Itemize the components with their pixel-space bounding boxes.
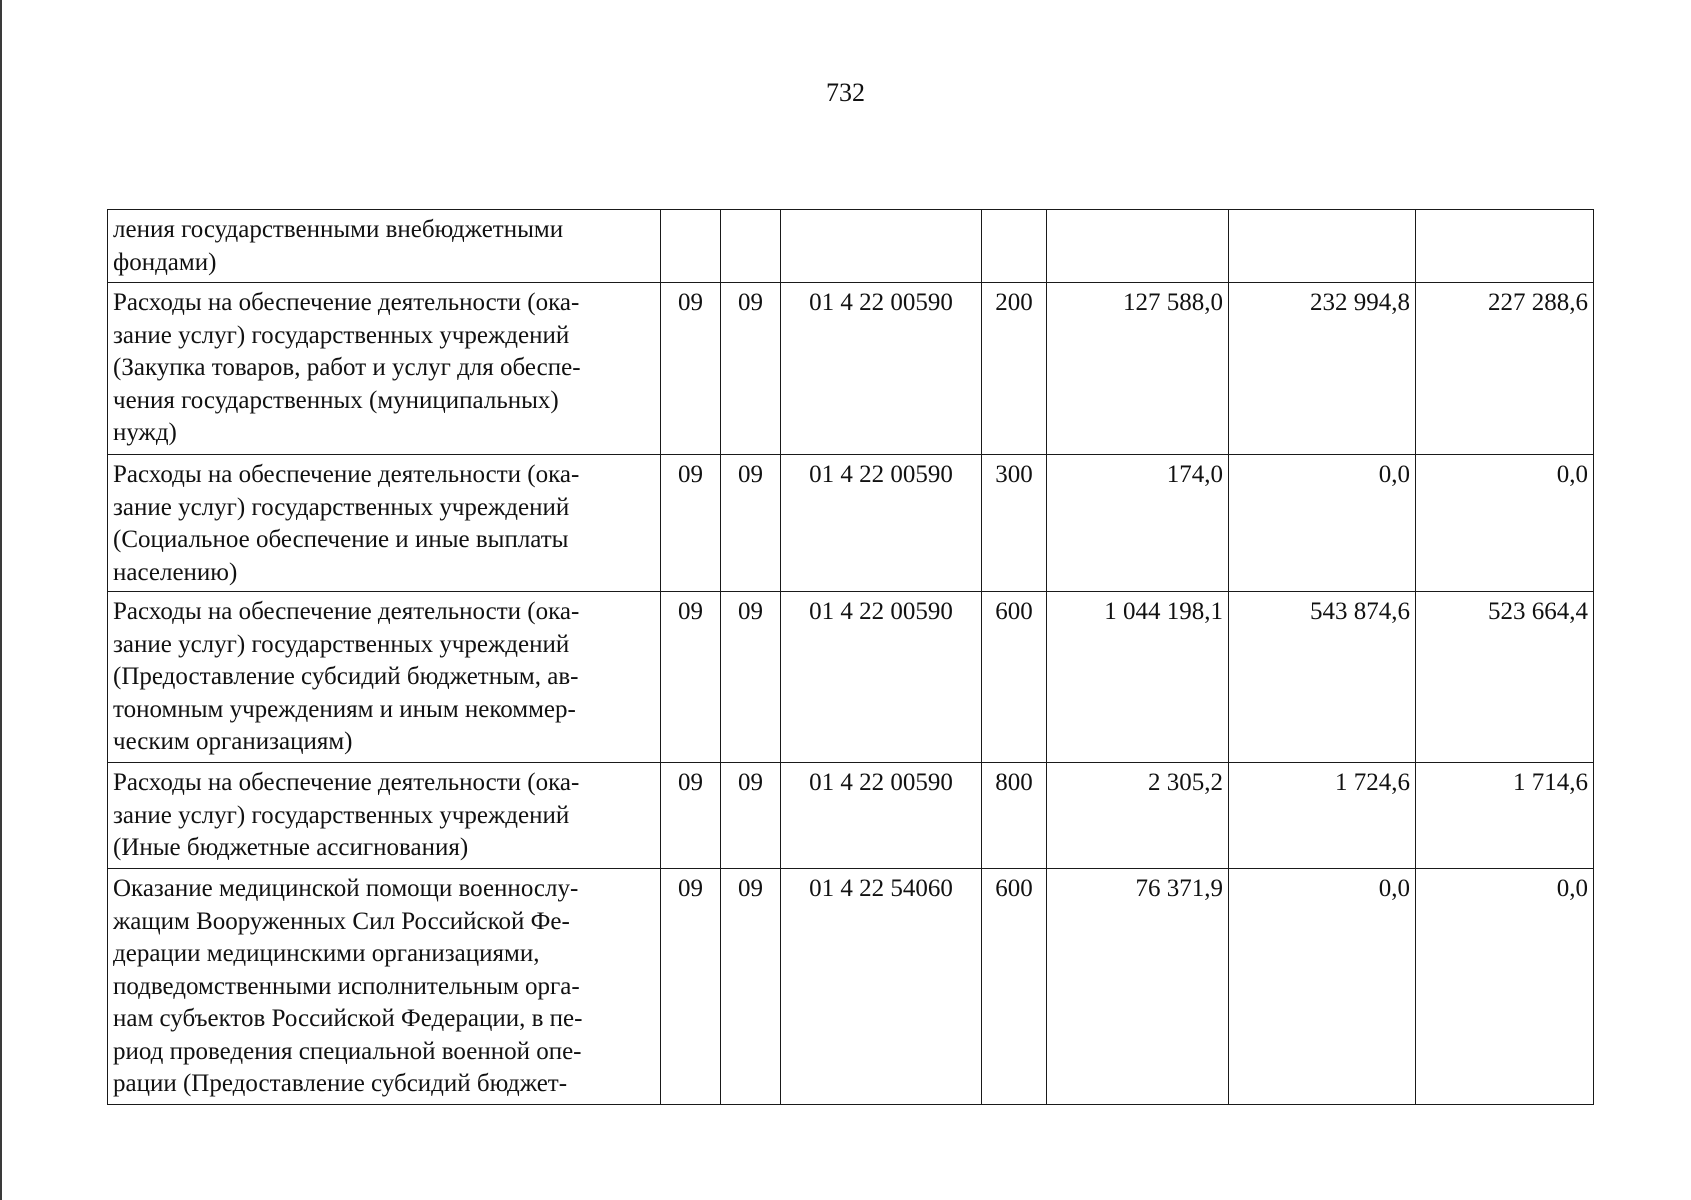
expense-name-cell xyxy=(108,869,661,1105)
amount-year-3: 0,0 xyxy=(1416,455,1594,592)
amount-year-1 xyxy=(1047,210,1229,283)
amount-year-1: 1 044 198,1 xyxy=(1047,592,1229,763)
table-row xyxy=(108,283,1594,455)
expense-type-code xyxy=(982,210,1047,283)
expense-name-cell xyxy=(108,592,661,763)
table-row xyxy=(108,763,1594,869)
amount-year-2: 0,0 xyxy=(1229,455,1416,592)
expense-name-cell xyxy=(108,210,661,283)
expense-type-code: 600 xyxy=(982,592,1047,763)
amount-year-2: 0,0 xyxy=(1229,869,1416,1105)
target-article-code: 01 4 22 54060 xyxy=(781,869,982,1105)
expense-type-code: 600 xyxy=(982,869,1047,1105)
expense-name: Расходы на обеспечение деятельности (ока- зание услуг) государственных учреждений (Иные бюджетные ассигнования) xyxy=(113,769,580,861)
amount-year-3 xyxy=(1416,210,1594,283)
subsection-code: 09 xyxy=(721,869,781,1105)
amount-year-1: 127 588,0 xyxy=(1047,283,1229,455)
expense-name: Расходы на обеспечение деятельности (ока- зание услуг) государственных учреждений (Социальное обеспечение и иные выплаты населению) xyxy=(113,461,580,586)
amount-year-2: 232 994,8 xyxy=(1229,283,1416,455)
expense-type-code: 300 xyxy=(982,455,1047,592)
page-number: 732 xyxy=(826,78,865,107)
scan-edge xyxy=(0,0,2,1200)
expense-name-cell xyxy=(108,455,661,592)
expense-name-cell xyxy=(108,763,661,869)
budget-table xyxy=(107,209,1594,1105)
subsection-code: 09 xyxy=(721,763,781,869)
amount-year-1: 76 371,9 xyxy=(1047,869,1229,1105)
section-code: 09 xyxy=(661,592,721,763)
expense-name: Оказание медицинской помощи военнослу- жащим Вооруженных Сил Российской Фе- дерации медицинскими организациями, подведомственными исполнительным орга- нам субъектов Российской Федерации, в пе- риод проведения специальной военной опе- рации (Предоставление субсидий бюджет- xyxy=(113,875,583,1097)
expense-type-code: 200 xyxy=(982,283,1047,455)
section-code xyxy=(661,210,721,283)
section-code: 09 xyxy=(661,763,721,869)
amount-year-1: 174,0 xyxy=(1047,455,1229,592)
subsection-code: 09 xyxy=(721,455,781,592)
amount-year-1: 2 305,2 xyxy=(1047,763,1229,869)
target-article-code: 01 4 22 00590 xyxy=(781,455,982,592)
target-article-code: 01 4 22 00590 xyxy=(781,592,982,763)
target-article-code: 01 4 22 00590 xyxy=(781,283,982,455)
amount-year-2: 543 874,6 xyxy=(1229,592,1416,763)
section-code: 09 xyxy=(661,455,721,592)
amount-year-2: 1 724,6 xyxy=(1229,763,1416,869)
amount-year-3: 227 288,6 xyxy=(1416,283,1594,455)
expense-name: Расходы на обеспечение деятельности (ока- зание услуг) государственных учреждений (Закупка товаров, работ и услуг для обеспе- чения государственных (муниципальных) нужд) xyxy=(113,289,581,446)
subsection-code: 09 xyxy=(721,592,781,763)
target-article-code xyxy=(781,210,982,283)
table-row xyxy=(108,592,1594,763)
expense-name: Расходы на обеспечение деятельности (ока- зание услуг) государственных учреждений (Предоставление субсидий бюджетным, ав- тономным учреждениям и иным некоммер- ческим организациям) xyxy=(113,598,580,755)
table-row xyxy=(108,455,1594,592)
expense-type-code: 800 xyxy=(982,763,1047,869)
amount-year-2 xyxy=(1229,210,1416,283)
section-code: 09 xyxy=(661,283,721,455)
amount-year-3: 0,0 xyxy=(1416,869,1594,1105)
expense-name-cell xyxy=(108,283,661,455)
table-row xyxy=(108,210,1594,283)
target-article-code: 01 4 22 00590 xyxy=(781,763,982,869)
amount-year-3: 523 664,4 xyxy=(1416,592,1594,763)
amount-year-3: 1 714,6 xyxy=(1416,763,1594,869)
expense-name: ления государственными внебюджетными фондами) xyxy=(113,216,564,276)
section-code: 09 xyxy=(661,869,721,1105)
table-row xyxy=(108,869,1594,1105)
subsection-code: 09 xyxy=(721,283,781,455)
subsection-code xyxy=(721,210,781,283)
